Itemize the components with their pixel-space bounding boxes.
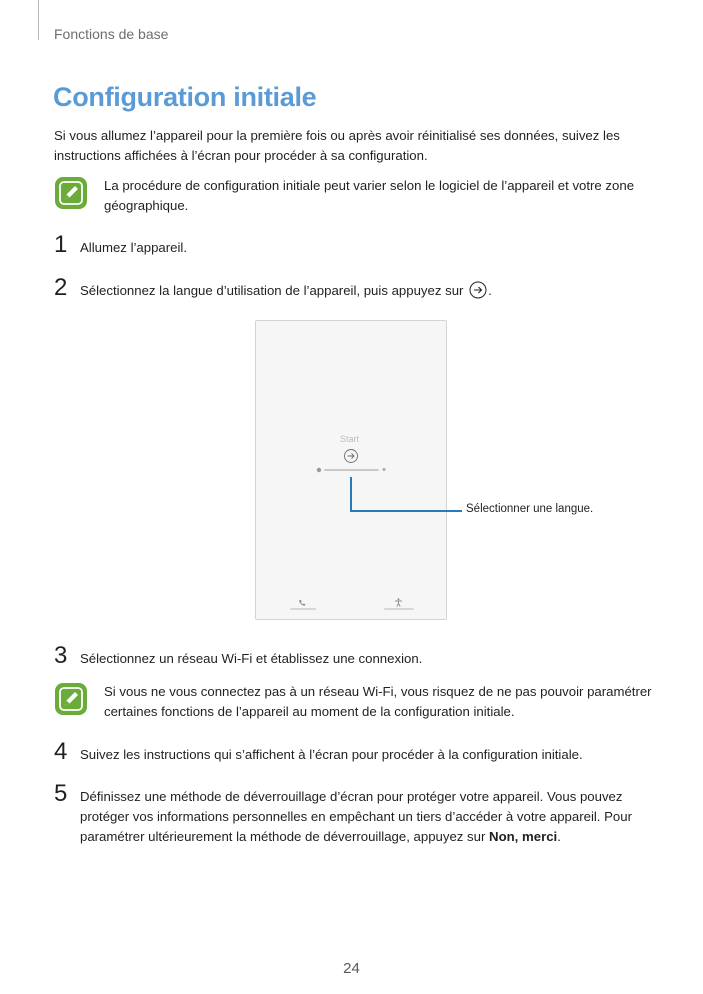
accessibility-label-placeholder (384, 608, 414, 610)
start-label: Start (340, 434, 360, 444)
phone-icon (298, 599, 306, 607)
page-title: Configuration initiale (53, 82, 317, 112)
step-number: 4 (54, 738, 68, 765)
language-selector (316, 466, 388, 474)
callout-line-vertical (350, 477, 352, 511)
step-number: 1 (54, 231, 68, 258)
note-pencil-icon (54, 176, 88, 210)
note-text: La procédure de configuration initiale peut varier selon le logiciel de l’appareil et votre zone géographique. (104, 178, 635, 213)
note-pencil-icon (54, 682, 88, 716)
callout-label: Sélectionner une langue. (466, 503, 594, 515)
step-number: 2 (54, 274, 68, 301)
emergency-call-label-placeholder (290, 608, 316, 610)
step-text: Sélectionnez un réseau Wi-Fi et établissez une connexion. (80, 651, 423, 666)
note-text: Si vous ne vous connectez pas à un réseau Wi-Fi, vous risquez de ne pas pouvoir paramétrer certaines fonctions de l’appareil au moment de la configuration initiale. (104, 684, 652, 719)
callout-line-horizontal (350, 510, 462, 512)
step-text: Allumez l’appareil. (80, 240, 188, 255)
step-text (80, 281, 650, 301)
page-number: 24 (343, 960, 360, 977)
step-text-before: Sélectionnez la langue d’utilisation de l’appareil, puis appuyez sur (80, 283, 464, 298)
intro-paragraph: Si vous allumez l’appareil pour la première fois ou après avoir réinitialisé ses données, suivez les instructions affichées à l’écran pour procéder à sa configuration. (54, 128, 620, 163)
section-header: Fonctions de base (54, 26, 169, 42)
step-text-main: Définissez une méthode de déverrouillage d’écran pour protéger votre appareil. Vous pouvez protéger vos informations personnelles en empêchant un tiers d’accéder à votre appareil. Pour paramétrer ultérieurement la méthode de déverrouillage, appuyez sur (80, 789, 632, 844)
step-text: Suivez les instructions qui s’affichent à l’écran pour procéder à la configuration initiale. (80, 747, 583, 762)
step-text-end: . (557, 829, 561, 844)
start-arrow-icon (343, 448, 359, 464)
step-number: 5 (54, 780, 68, 807)
next-arrow-icon (469, 281, 487, 299)
accessibility-icon (394, 598, 403, 607)
non-merci-option: Non, merci (489, 829, 558, 844)
header-rule (38, 0, 39, 40)
step-number: 3 (54, 642, 68, 669)
step-text-after: . (488, 283, 492, 298)
step-text (80, 787, 650, 847)
